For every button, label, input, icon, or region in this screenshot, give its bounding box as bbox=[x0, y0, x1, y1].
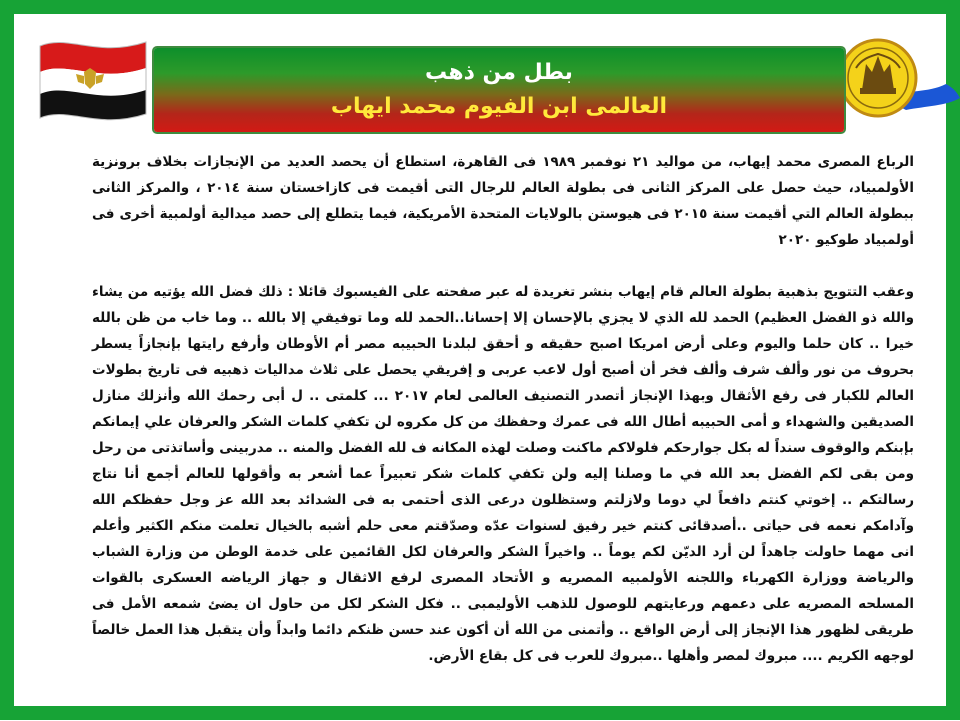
article-body bbox=[92, 149, 914, 721]
title-line-2: العالمى ابن الفيوم محمد ايهاب bbox=[330, 94, 668, 119]
title-line-1: بطل من ذهب bbox=[425, 60, 573, 85]
article-paragraph-1: الرباع المصرى محمد إيهاب، من مواليد ٢١ نوفمبر ١٩٨٩ فى القاهرة، استطاع أن يحصد العديد من الإنجازات بخلاف برونزية الأولمبياد، حيث حصل على المركز الثانى فى بطولة العالم للرجال التى أقيمت فى كازاخستان سنة ٢٠١٤ ، والمركز الثانى ببطولة العالم التي أقيمت سنة ٢٠١٥ فى هيوستن بالولايات المتحدة الأمريكية، فيما يتطلع إلى حصد ميدالية أولمبية أخرى فى أولمبياد طوكيو ٢٠٢٠ bbox=[92, 154, 915, 248]
title-banner bbox=[154, 48, 844, 132]
egypt-flag-icon bbox=[28, 28, 154, 124]
article-paragraph-2: وعقب التتويج بذهبية بطولة العالم قام إيهاب بنشر تغريدة له عبر صفحته على الفيسبوك قائلا : ذلك فضل الله يؤتيه من يشاء والله ذو الفضل العظيم) الحمد لله الذي لا يجزي بالإحسان إلا إحسانا..الحمد لله وما توفيقي إلا بالله .. وما خاب من ظن بالله خيرا .. كان حلما واليوم وعلى أرض امريكا اصبح حقيقه و أحقق لبلدنا الحبيبه مصر أم الأوطان وأرفع رايتها بإنجازاً يسطر بحروف من نور وألف شرف وألف فخر أن أصبح أول لاعب عربى و إفريقي يحصل على ثلاث مداليات ذهبيه فى تاريخ بطولات العالم للكبار فى رفع الأثقال وبهذا الإنجاز أتصدر التصنيف العالمى لعام ٢٠١٧ ... كلمتى .. ل أبى رحمك الله وأنزلك منازل الصديقين والشهداء و أمى الحبيبه أطال الله فى عمرك وحفظك من كل مكروه لن تكفي كلمات الشكر والعرفان علي إيمانكم بإبنكم والوقوف سنداً له بكل جوارحكم فلولاكم ماكنت وصلت لهذه المكانه ف لله الفضل والمنه .. مدربينى وأساتذتى من رحل ومن بقى لكم الفضل بعد الله في ما وصلنا إليه ولن تكفي كلمات شكر تعبيراً عما أشعر به وأقولها للعالم أجمع أنا نتاج رسالتكم .. إخوتي كنتم دافعاً لي دوما ولازلتم وستظلون درعى الذى أحتمى به فى الشدائد بعد الله عز وجل حفظكم الله وآدامكم نعمه فى حياتى ..أصدقائى كنتم خير رفيق لسنوات عدّه وصدّقتم معى حلم أشبه بالخيال تعلمت منكم الكثير وأعلم انى مهما حاولت جاهداً لن أرد الديّن لكم يوماً .. واخيراً الشكر والعرفان لكل القائمين على خدمة الوطن من وزارة الشباب والرياضة ووزارة الكهرباء واللجنه الأولمبيه المصريه و الأتحاد المصرى لرفع الاثقال و جهاز الرياضه العسكرى بالقوات المسلحه المصريه على دعمهم ورعايتهم للوصول للذهب الأوليمبى .. فكل الشكر لكل من حاول ان يضئ شمعه الأمل فى طريقى لظهور هذا الإنجاز إلى أرض الواقع .. وأتمنى من الله أن أكون عند حسن ظنكم دائما وابداً وأن يتقبل هذا العمل خالصاً لوجهه الكريم .... مبروك لمصر وأهلها ..مبروك للعرب فى كل بقاع الأرض. bbox=[92, 284, 914, 664]
fayoum-governorate-logo-icon bbox=[826, 28, 960, 128]
